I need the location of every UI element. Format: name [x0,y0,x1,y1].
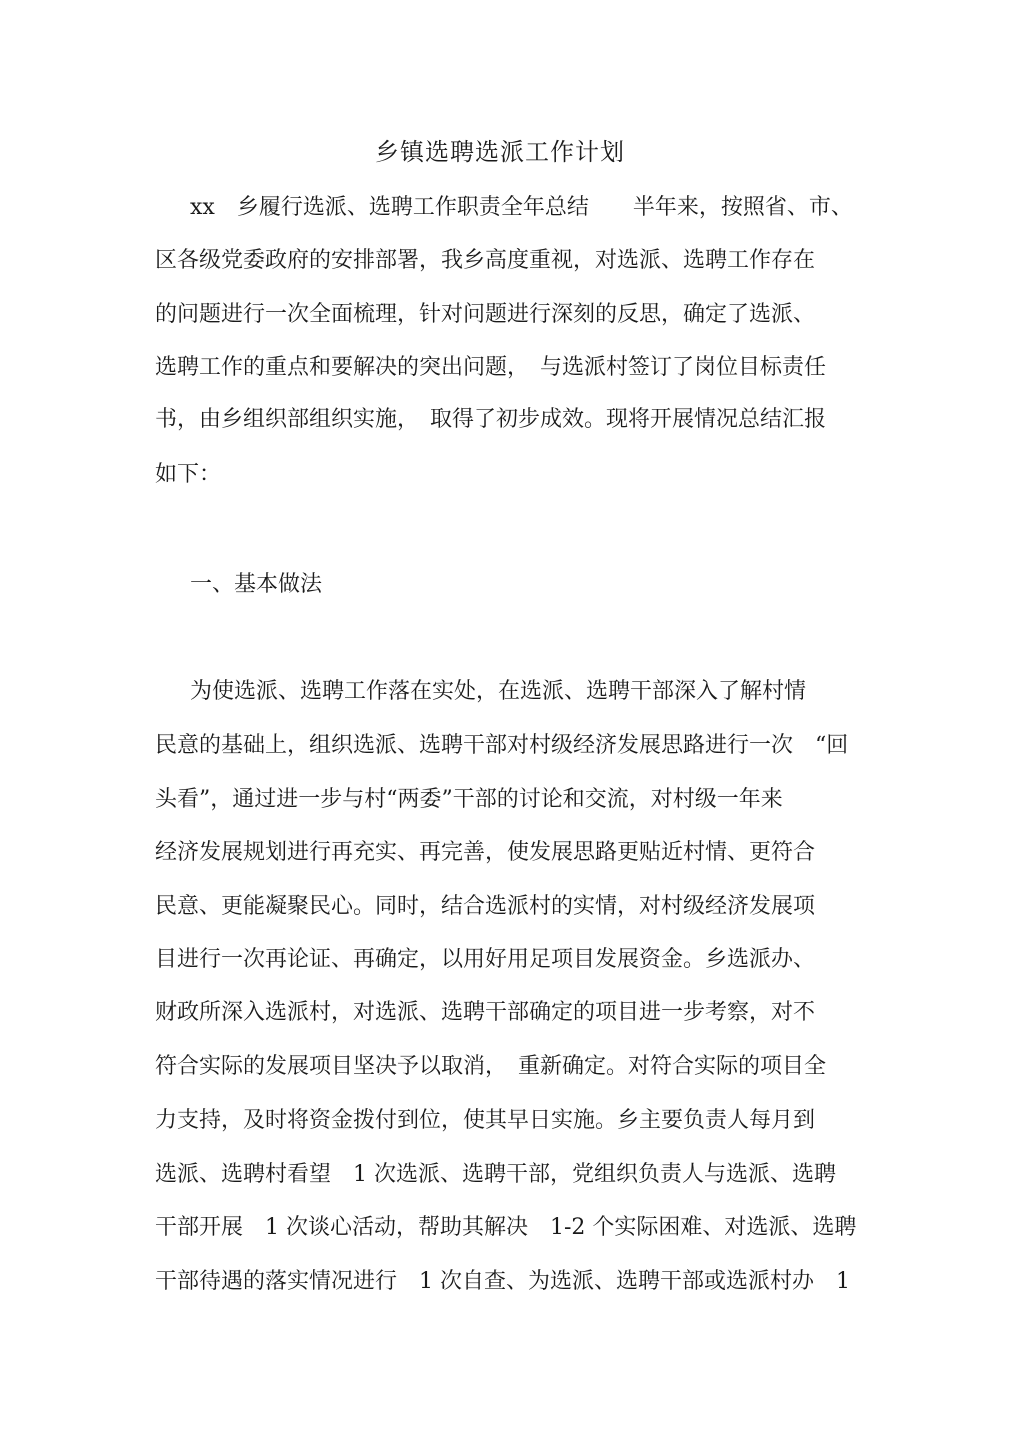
body-line-6: 目进行一次再论证、再确定，以用好用足项目发展资金。乡选派办、 [155,947,816,972]
body-line-9: 力支持，及时将资金拨付到位，使其早日实施。乡主要负责人每月到 [155,1108,816,1133]
body-line-4: 经济发展规划进行再充实、再完善，使发展思路更贴近村情、更符合 [155,840,816,865]
body-line-8: 符合实际的发展项目坚决予以取消， 重新确定。对符合实际的项目全 [155,1054,827,1079]
body-line-7: 财政所深入选派村，对选派、选聘干部确定的项目进一步考察，对不 [155,1000,816,1025]
document-title: 乡镇选聘选派工作计划 [375,138,625,166]
body-line-2: 民意的基础上，组织选派、选聘干部对村级经济发展思路进行一次 “回 [155,733,849,758]
body-line-1: 为使选派、选聘工作落在实处，在选派、选聘干部深入了解村情 [190,679,807,704]
intro-line-4: 选聘工作的重点和要解决的突出问题， 与选派村签订了岗位目标责任 [155,355,827,380]
intro-line-1: xx 乡履行选派、选聘工作职责全年总结 半年来，按照省、市、 [190,195,853,220]
intro-line-6: 如下： [155,462,222,487]
body-line-11: 干部开展 1 次谈心活动，帮助其解决 1-2 个实际困难、对选派、选聘 [155,1215,857,1240]
section-heading: 一、基本做法 [190,572,323,597]
intro-line-2: 区各级党委政府的安排部署，我乡高度重视，对选派、选聘工作存在 [155,248,816,273]
intro-line-3: 的问题进行一次全面梳理，针对问题进行深刻的反思，确定了选派、 [155,302,816,327]
body-line-3: 头看”，通过进一步与村“两委”干部的讨论和交流，对村级一年来 [155,787,783,812]
body-line-10: 选派、选聘村看望 1 次选派、选聘干部，党组织负责人与选派、选聘 [155,1162,836,1187]
body-line-12: 干部待遇的落实情况进行 1 次自查、为选派、选聘干部或选派村办 1 [155,1269,850,1294]
intro-line-5: 书，由乡组织部组织实施， 取得了初步成效。现将开展情况总结汇报 [155,407,827,432]
body-line-5: 民意、更能凝聚民心。同时，结合选派村的实情，对村级经济发展项 [155,894,816,919]
